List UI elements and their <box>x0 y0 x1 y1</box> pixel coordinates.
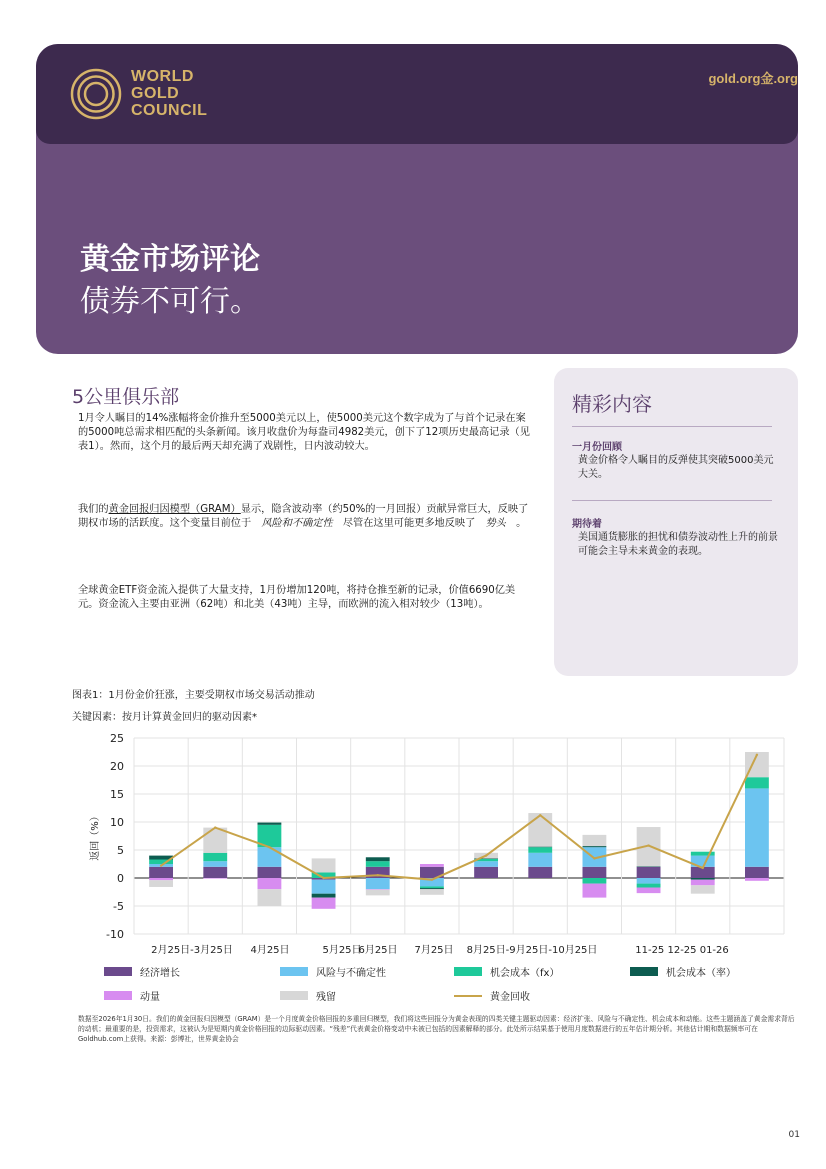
page-subtitle: 债券不可行。 <box>80 284 260 319</box>
bar-segment <box>691 880 715 886</box>
section-title: 5公里俱乐部 <box>72 386 180 408</box>
bar-segment <box>203 853 227 861</box>
logo-wordmark <box>131 68 207 119</box>
emphasis-risk: 风险和不确定性 <box>261 518 333 529</box>
logo-line-2: GOLD <box>131 85 180 102</box>
bar-segment <box>312 898 336 909</box>
bar-segment <box>528 813 552 847</box>
bar-segment <box>583 878 607 884</box>
y-tick-label: 5 <box>117 844 124 857</box>
gold-return-point <box>647 844 649 846</box>
legend-item <box>454 964 559 979</box>
paragraph-2 <box>78 503 530 531</box>
legend-swatch <box>454 967 482 976</box>
bar-segment <box>203 878 227 879</box>
gold-return-point <box>485 854 487 856</box>
bar-segment <box>745 867 769 878</box>
bar-segment <box>366 878 390 889</box>
paragraph-2-text-b: 显示，隐含波动率（约50%的一月回报）贡献异常巨大，反映了期权市场的活跃度。这个变量目前位于 <box>78 504 529 529</box>
gold-return-point <box>214 826 216 828</box>
bar-segment <box>149 867 173 878</box>
y-tick-label: 10 <box>110 816 124 829</box>
bar-segment <box>637 884 661 888</box>
bar-segment <box>420 886 444 888</box>
bar-segment <box>583 835 607 846</box>
highlights-box <box>554 368 798 676</box>
logo-line-3: COUNCIL <box>131 102 208 119</box>
bar-segment <box>637 866 661 867</box>
highlight-heading-2: 期待着 <box>572 519 602 530</box>
gold-return-point <box>160 864 162 866</box>
y-axis-label: 返回（%） <box>90 811 101 861</box>
paragraph-2-text-c: 尽管在这里可能更多地反映了 <box>342 518 476 529</box>
gold-return-point <box>268 846 270 848</box>
bar-segment <box>583 846 607 847</box>
bar-segment <box>745 878 769 881</box>
highlights-title: 精彩内容 <box>572 392 652 416</box>
gold-return-point <box>756 754 758 756</box>
bar-segment <box>258 878 282 889</box>
bar-segment <box>528 867 552 878</box>
highlights-divider <box>572 426 772 427</box>
legend-swatch <box>104 967 132 976</box>
world-gold-council-logo-icon <box>70 68 122 120</box>
x-tick-label: 5月25日 <box>322 945 362 956</box>
bar-segment <box>312 858 336 872</box>
bar-segment <box>691 885 715 893</box>
legend-swatch <box>630 967 658 976</box>
bar-segment <box>474 867 498 878</box>
legend-label: 残留 <box>316 992 336 1003</box>
x-tick-label: 2月25日-3月25日 <box>151 945 233 956</box>
highlight-body-2: 美国通货膨胀的担忧和债券波动性上升的前景可能会主导未来黄金的表现。 <box>578 532 778 557</box>
gold-return-point <box>593 857 595 859</box>
x-tick-label: 7月25日 <box>414 945 454 956</box>
bar-segment <box>203 861 227 867</box>
legend-item <box>630 964 736 979</box>
bar-segment <box>312 894 336 898</box>
legend-item <box>454 988 530 1003</box>
y-tick-label: 25 <box>110 732 124 745</box>
gold-return-point <box>702 867 704 869</box>
figure-title: 图表1：1月份金价狂涨，主要受期权市场交易活动推动 <box>72 690 315 701</box>
x-tick-label: 4月25日 <box>250 945 290 956</box>
x-tick-label: 11-25 12-25 01-26 <box>635 945 729 956</box>
legend-label: 动量 <box>140 992 160 1003</box>
y-tick-label: 0 <box>117 872 124 885</box>
gold-return-point <box>431 878 433 880</box>
bar-segment <box>258 889 282 906</box>
paragraph-2-text-d: 。 <box>516 518 527 529</box>
legend-item <box>104 964 180 979</box>
bar-segment <box>474 861 498 867</box>
bar-segment <box>583 884 607 898</box>
header-banner <box>36 44 798 354</box>
header-top-bar <box>36 44 798 144</box>
bar-segment <box>637 878 661 884</box>
y-tick-label: -10 <box>106 928 124 941</box>
legend-swatch <box>454 995 482 997</box>
page-title: 黄金市场评论 <box>80 242 260 277</box>
legend-swatch <box>104 991 132 1000</box>
logo-line-1: WORLD <box>131 68 194 85</box>
legend-item <box>104 988 160 1003</box>
bar-segment <box>258 847 282 867</box>
legend-label: 机会成本（率） <box>666 968 736 979</box>
bar-segment <box>745 788 769 866</box>
page-number: 01 <box>788 1130 800 1140</box>
footnote: 数据至2026年1月30日。我们的黄金回报归因模型（GRAM）是一个月度黄金价格回报的多重回归模型，我们将这些回报分为黄金表现的四类关键主题驱动因素：经济扩张、风险与不确定性、机会成本和动能。这些主题涵盖了黄金需求背后的动机；最重要的是，投资需求，这被认为是短期内黄金价格回报的边际驱动因素。“残差”代表黄金价格变动中未被已包括的因素解释的部分。此处所示结果基于使用月度数据进行的五年估计期分析。其他估计期和数据频率可在Goldhub.com上获得。来源：彭博社，世界黄金协会 <box>78 1015 795 1043</box>
bar-segment <box>149 880 173 887</box>
bar-segment <box>366 889 390 890</box>
bar-segment <box>149 878 173 880</box>
legend-swatch <box>280 991 308 1000</box>
x-tick-label: 8月25日-9月25日-10月25日 <box>466 945 598 956</box>
bar-segment <box>691 878 715 880</box>
bar-segment <box>637 888 661 894</box>
bar-segment <box>637 867 661 878</box>
legend-label: 经济增长 <box>140 968 180 979</box>
legend-label: 黄金回收 <box>490 992 530 1003</box>
legend-label: 机会成本（fx） <box>490 968 560 979</box>
bar-segment <box>312 880 336 894</box>
site-link[interactable]: gold.org金.org <box>708 71 798 86</box>
y-tick-label: -5 <box>113 900 124 913</box>
chart-legend <box>104 964 804 1004</box>
gold-return-point <box>377 874 379 876</box>
gram-link[interactable]: 黄金回报归因模型（GRAM） <box>108 504 241 515</box>
bar-segment <box>583 867 607 878</box>
legend-swatch <box>280 967 308 976</box>
bar-segment <box>258 867 282 878</box>
gold-return-point <box>322 877 324 879</box>
x-tick-label: 6月25日 <box>358 945 398 956</box>
bar-segment <box>258 823 282 825</box>
y-tick-label: 20 <box>110 760 124 773</box>
bar-segment <box>528 847 552 853</box>
bar-segment <box>528 847 552 848</box>
bar-segment <box>420 888 444 889</box>
emphasis-momentum: 势头 <box>485 518 506 529</box>
paragraph-1: 1月令人瞩目的14%涨幅将金价推升至5000美元以上，使5000美元这个数字成为了与首个记录在案的5000吨总需求相匹配的头条新闻。该月收盘价为每盎司4982美元，创下了12项历史最高记录（见表1）。然而，这个月的最后两天却充满了戏剧性，日内波动较大。 <box>78 413 530 452</box>
bar-segment <box>745 777 769 788</box>
bar-segment <box>420 889 444 895</box>
bar-segment <box>366 890 390 896</box>
gold-return-point <box>539 814 541 816</box>
legend-item <box>280 988 336 1003</box>
bar-segment <box>203 867 227 878</box>
bar-segment <box>366 857 390 861</box>
bar-segment <box>366 861 390 867</box>
legend-item <box>280 964 386 979</box>
y-tick-label: 15 <box>110 788 124 801</box>
figure-subtitle: 关键因素：按月计算黄金回归的驱动因素* <box>72 712 257 723</box>
paragraph-2-text-a: 我们的 <box>78 504 109 515</box>
paragraph-3: 全球黄金ETF资金流入提供了大量支持，1月份增加120吨，将持仓推至新的记录，价值6690亿美元。资金流入主要由亚洲（62吨）和北美（43吨）主导，而欧洲的流入相对较少（13吨）。 <box>78 585 516 610</box>
bar-segment <box>528 853 552 867</box>
legend-label: 风险与不确定性 <box>316 968 386 979</box>
highlight-heading-1: 一月份回顾 <box>572 442 622 453</box>
driver-chart <box>72 728 792 960</box>
bar-segment <box>420 864 444 867</box>
highlights-divider <box>572 500 772 501</box>
highlight-body-1: 黄金价格令人瞩目的反弹使其突破5000美元大关。 <box>578 455 774 480</box>
